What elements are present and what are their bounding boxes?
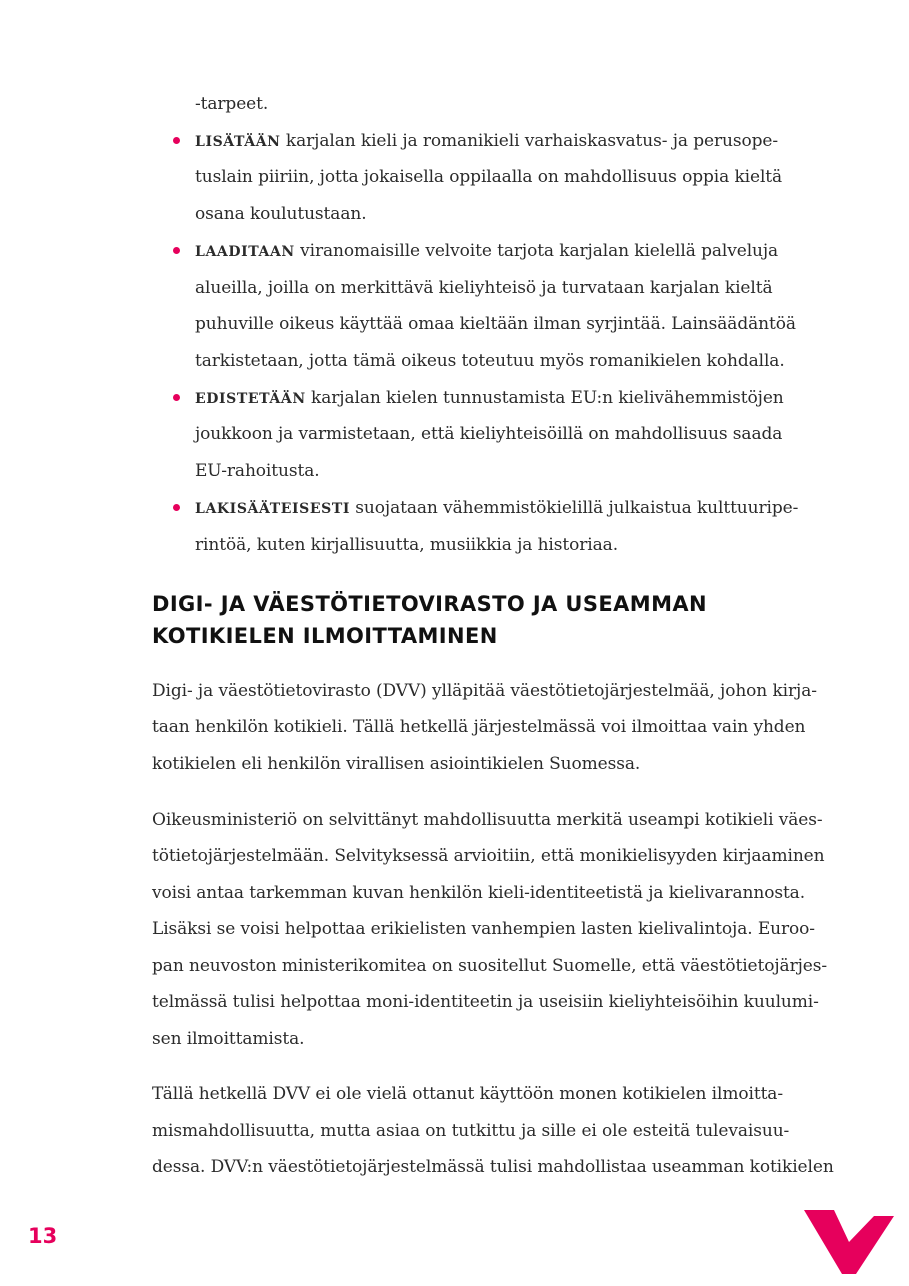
list-item-keyword: LAADITAAN: [195, 244, 295, 260]
list-item-keyword: EDISTETÄÄN: [195, 391, 306, 407]
paragraph-line: voisi antaa tarkemman kuvan henkilön kieli-identiteetistä ja kielivarannosta.: [152, 883, 806, 903]
paragraph-line: taan henkilön kotikieli. Tällä hetkellä järjestelmässä voi ilmoittaa vain yhden: [152, 717, 806, 737]
bullet-dot: [173, 137, 180, 144]
paragraph-line: kotikielen eli henkilön virallisen asiointikielen Suomessa.: [152, 754, 641, 774]
list-item-line: [195, 497, 798, 520]
paragraph-line: Lisäksi se voisi helpottaa erikielisten vanhempien lasten kielivalintoja. Euroo-: [152, 919, 815, 939]
paragraph-line: mismahdollisuutta, mutta asiaa on tutkittu ja sille ei ole esteitä tulevaisuu-: [152, 1121, 790, 1141]
list-item-line: tarkistetaan, jotta tämä oikeus toteutuu myös romanikielen kohdalla.: [195, 351, 785, 371]
paragraph-line: dessa. DVV:n väestötietojärjestelmässä tulisi mahdollistaa useamman kotikielen: [152, 1157, 834, 1177]
paragraph-line: sen ilmoittamista.: [152, 1029, 305, 1049]
list-item-line: osana koulutustaan.: [195, 204, 367, 224]
list-item-line: puhuville oikeus käyttää omaa kieltään ilman syrjintää. Lainsäädäntöä: [195, 314, 796, 334]
paragraph-line: Digi- ja väestötietovirasto (DVV) ylläpitää väestötietojärjestelmää, johon kirja-: [152, 681, 817, 701]
list-item-line: tuslain piiriin, jotta jokaisella oppilaalla on mahdollisuus oppia kieltä: [195, 167, 783, 187]
list-item-line: EU-rahoitusta.: [195, 461, 320, 481]
bullet-dot: [173, 247, 180, 254]
v-chevron-logo-icon: [804, 1208, 894, 1278]
bullet-dot: [173, 504, 180, 511]
list-item-line: rintöä, kuten kirjallisuutta, musiikkia ja historiaa.: [195, 535, 618, 555]
list-intro-tail: -tarpeet.: [195, 94, 269, 114]
paragraph-line: Oikeusministeriö on selvittänyt mahdollisuutta merkitä useampi kotikieli väes-: [152, 810, 823, 830]
list-item-line: joukkoon ja varmistetaan, että kieliyhteisöillä on mahdollisuus saada: [195, 424, 783, 444]
list-item-text: suojataan vähemmistökielillä julkaistua kulttuuripe-: [350, 498, 799, 518]
list-item-text: viranomaisille velvoite tarjota karjalan kielellä palveluja: [294, 241, 779, 261]
list-item-text: karjalan kielen tunnustamista EU:n kielivähemmistöjen: [305, 388, 784, 408]
paragraph-line: pan neuvoston ministerikomitea on suositellut Suomelle, että väestötietojärjes-: [152, 956, 827, 976]
paragraph-line: tötietojärjestelmään. Selvityksessä arvioitiin, että monikielisyyden kirjaaminen: [152, 846, 825, 866]
list-item-line: [195, 130, 778, 153]
list-item-line: [195, 240, 778, 263]
bullet-dot: [173, 394, 180, 401]
list-item-line: alueilla, joilla on merkittävä kieliyhteisö ja turvataan karjalan kieltä: [195, 278, 773, 298]
list-item-keyword: LISÄTÄÄN: [195, 134, 281, 150]
section-heading: DIGI- JA VÄESTÖTIETOVIRASTO JA USEAMMAN: [152, 592, 707, 616]
paragraph-line: telmässä tulisi helpottaa moni-identiteetin ja useisiin kieliyhteisöihin kuulumi-: [152, 992, 819, 1012]
list-item-keyword: LAKISÄÄTEISESTI: [195, 501, 350, 517]
section-heading: KOTIKIELEN ILMOITTAMINEN: [152, 624, 498, 648]
list-item-line: [195, 387, 784, 410]
paragraph-line: Tällä hetkellä DVV ei ole vielä ottanut käyttöön monen kotikielen ilmoitta-: [152, 1084, 783, 1104]
page-number: 13: [28, 1224, 58, 1248]
list-item-text: karjalan kieli ja romanikieli varhaiskasvatus- ja perusope-: [280, 131, 778, 151]
